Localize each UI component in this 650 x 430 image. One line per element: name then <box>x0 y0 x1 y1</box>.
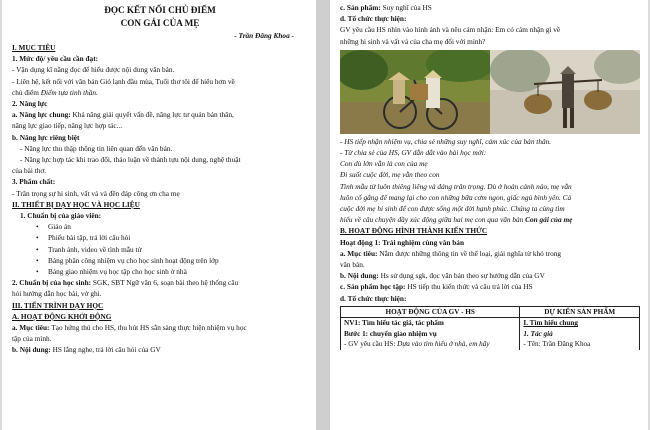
text-line: - Trân trọng sự hi sinh, vất vả và đền đáp công ơn cha mẹ <box>12 188 180 198</box>
text-line: những hi sinh và vất vả của cha mẹ đối với mình? <box>340 36 486 46</box>
text-line: chủ điểm Điểm tựa tinh thần. <box>12 87 98 97</box>
bullet-item: • Bảng giao nhiệm vụ học tập cho học sinh ở nhà <box>12 266 308 277</box>
text-line: b. Nội dung: HS lắng nghe, trả lời câu hỏi của GV <box>12 345 161 355</box>
text-line: b. Nội dung: Hs sử dụng sgk, đọc văn bản theo sự hướng dẫn của GV <box>340 271 545 281</box>
text-line: văn bản. <box>340 260 365 270</box>
heading-to-chuc: d. Tổ chức thực hiện: <box>340 14 407 24</box>
text-line: - Liên hệ, kết nối với văn bản Gió lạnh đầu mùa, Tuổi thơ tôi để hiểu hơn về <box>12 76 235 86</box>
bullet-item: • Giáo án <box>12 221 308 232</box>
text-line: a. Năng lực chung: Khả năng giải quyết vấn đề, năng lực tư quản bản thân, <box>12 110 234 120</box>
section-thiet-bi: II. THIẾT BỊ DẠY HỌC VÀ HỌC LIỆU <box>12 199 140 209</box>
document-page-right <box>330 0 648 430</box>
text-line: hiểu về câu chuyện đầy xúc động giữa hai mẹ con qua văn bản Con gái của mẹ <box>340 215 573 225</box>
section-tien-trinh: III. TIẾN TRÌNH DẠY HỌC <box>12 300 104 310</box>
table-cell: I. Tìm hiểu chung 1. Tác giả - Tên: Trần Đăng Khoa <box>520 318 640 350</box>
text-line: 2. Chuẩn bị của học sinh: SGK, SBT Ngữ văn 6, soạn bài theo hệ thống câu <box>12 278 239 288</box>
document-page-left <box>2 0 316 430</box>
table-row <box>341 318 640 350</box>
table-cell: NV1: Tìm hiểu tác giả, tác phẩm Bước 1: chuyển giao nhiệm vụ - GV yêu cầu HS: Dựa vào tìm hiểu ở nhà, em hãy <box>341 318 520 350</box>
section-muc-tieu: I. MỤC TIÊU <box>12 43 56 52</box>
doc-title-line2: CON GÁI CỦA MẸ <box>120 18 200 28</box>
text-line: tập của mình. <box>12 334 52 344</box>
text-line: luôn cố gắng để mang lại cho con những bữa cơm ngon, giấc ngủ bình yên. Cả <box>340 192 572 202</box>
text-line: cuộc đời mẹ hi sinh để con được sống một đời hạnh phúc. Chúng ta cùng tìm <box>340 204 565 214</box>
text-line: năng lực giao tiếp, năng lực hợp tác... <box>12 121 123 131</box>
text-line: c. Sản phẩm: Suy nghĩ của HS <box>340 3 432 12</box>
photo-mother-carrying-baskets <box>490 50 640 134</box>
activity-table <box>340 306 640 350</box>
heading-nang-luc: 2. Năng lực <box>12 99 48 109</box>
table-header: DỰ KIẾN SẢN PHẨM <box>520 306 640 318</box>
text-line: GV yêu cầu HS nhìn vào hình ảnh và nêu cảm nhận: Em có cảm nhận gì về <box>340 25 561 35</box>
text-line: - Năng lực thu thập thông tin liên quan đến văn bản. <box>20 143 173 153</box>
bullet-item: • Phiếu bài tập, trả lời câu hỏi <box>12 232 308 243</box>
text-line: của bài thơ. <box>12 166 47 176</box>
bullet-item: • Tranh ảnh, video về tình mẫu tử <box>12 244 308 255</box>
photo-row <box>340 50 640 134</box>
text-line: c. Sản phẩm học tập: HS tiếp thu kiến thức và câu trả lời của HS <box>340 282 533 292</box>
photo-mother-daughter-bicycle <box>340 50 490 134</box>
page-gutter <box>316 0 330 430</box>
bullet-item: • Bảng phân công nhiệm vụ cho học sinh hoạt động trên lớp <box>12 255 308 266</box>
heading-nang-luc-rieng: b. Năng lực riêng biệt <box>12 132 80 142</box>
heading-pham-chat: 3. Phẩm chất: <box>12 177 56 187</box>
text-line: a. Mục tiêu: Nắm được những thông tin về thể loại, giải nghĩa từ khó trong <box>340 248 562 258</box>
heading-to-chuc-2: d. Tổ chức thực hiện: <box>340 293 407 303</box>
section-hinh-thanh-kien-thuc: B. HOẠT ĐỘNG HÌNH THÀNH KIẾN THỨC <box>340 226 488 236</box>
text-line: - HS tiếp nhận nhiệm vụ, chia sẻ những suy nghĩ, cảm xúc của bản thân. <box>340 136 552 146</box>
heading-hoat-dong-1: Hoạt động 1: Trải nghiệm cùng văn bản <box>340 237 465 247</box>
author-line: - Trần Đăng Khoa - <box>234 31 294 40</box>
heading-muc-do: 1. Mức độ/ yêu cầu cần đạt: <box>12 54 99 64</box>
table-header: HOẠT ĐỘNG CỦA GV - HS <box>341 306 520 318</box>
text-line: - Vận dụng kĩ năng đọc để hiểu được nội dung văn bản. <box>12 65 175 75</box>
table-header-row <box>341 306 640 318</box>
text-line: a. Mục tiêu: Tạo hứng thú cho HS, thu hút HS sẵn sàng thực hiện nhiệm vụ học <box>12 323 247 333</box>
heading-khoi-dong: A. HOẠT ĐỘNG KHỞI ĐỘNG <box>12 311 112 321</box>
text-line: - Năng lực hợp tác khi trao đổi, thảo luận về thành tựu nội dung, nghệ thuật <box>20 155 241 165</box>
text-line: hỏi hướng dẫn học bài, vở ghi. <box>12 289 102 299</box>
doc-title-line1: ĐỌC KẾT NỐI CHỦ ĐIỂM <box>104 5 216 15</box>
text-line: Tình mẫu tử luôn thiêng liêng và đáng trân trọng. Dù ở hoàn cảnh nào, mẹ vẫn <box>340 181 572 191</box>
text-line: - Từ chia sẻ của HS, GV dẫn dắt vào bài học mới: <box>340 148 487 158</box>
heading-chuan-bi-gv: 1. Chuẩn bị của giáo viên: <box>20 211 102 221</box>
text-line: Đi suốt cuộc đời, mẹ vẫn theo con <box>340 170 440 180</box>
text-line: Con dù lớn vẫn là con của mẹ <box>340 159 428 169</box>
